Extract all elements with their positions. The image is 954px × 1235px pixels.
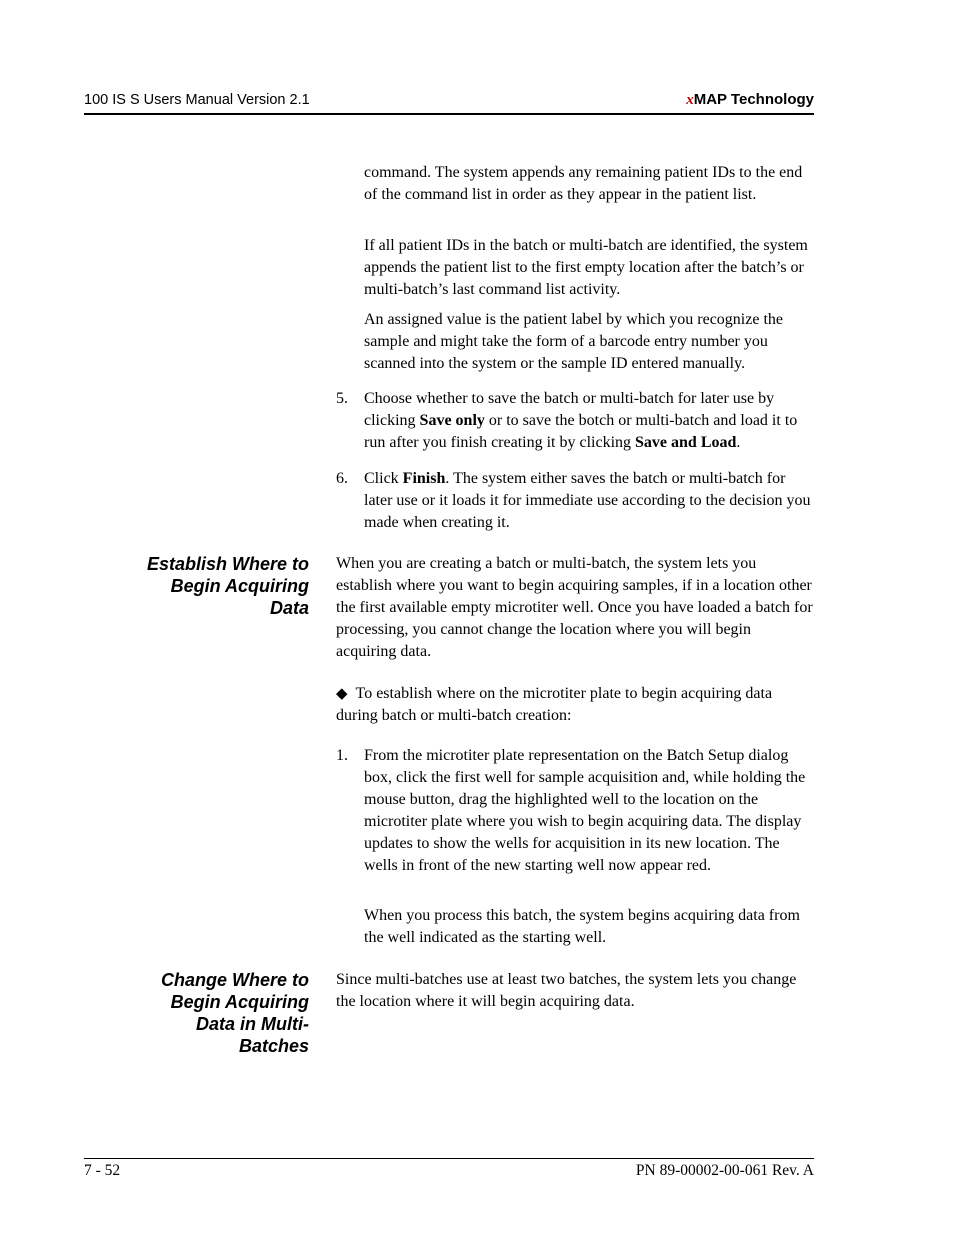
heading-line: Data in Multi- (196, 1014, 309, 1034)
heading-line: Data (269, 598, 309, 618)
part-number: PN 89-00002-00-061 Rev. A (635, 1162, 814, 1179)
step-6-number: 6. (336, 470, 348, 487)
procedure-intro (336, 683, 814, 727)
heading-line: Batches (238, 1036, 309, 1056)
procedure-text: To establish where on the microtiter plate to begin acquiring data during batch or multi-batch creation: (336, 685, 773, 724)
section-heading-change (109, 969, 309, 1057)
brand-rest: MAP Technology (693, 91, 814, 108)
step-6-text-a: Click (364, 470, 403, 487)
step-5-text-b: or to save the botch or multi-batch and load it to run after you finish creating it by clicking (364, 412, 798, 451)
save-and-load-label: Save and Load (635, 434, 737, 451)
heading-line: Establish Where to (146, 554, 309, 574)
footer-rule (84, 1158, 814, 1159)
step-5-text-a: Choose whether to save the batch or multi-batch for later use by clicking (364, 390, 775, 429)
section-2-body: Since multi-batches use at least two batches, the system lets you change the location where it will begin acquiring data. (336, 971, 797, 1010)
running-header-brand (686, 91, 814, 109)
section-1-intro: When you are creating a batch or multi-batch, the system lets you establish where you want to begin acquiring samples, if in a location other the first available empty microtiter well. Once you have loaded a batch for processing, you cannot change the location where you will begin acquiring data. (336, 555, 813, 660)
brand-x: x (686, 92, 694, 108)
step-1-text: From the microtiter plate representation on the Batch Setup dialog box, click the first well for sample acquisition and, while holding the mouse button, drag the highlighted well to the location on the microtiter plate where you wish to begin acquiring data. The display updates to show the wells for acquisition in its new location. The wells in front of the new starting well now appear red. (364, 747, 806, 874)
heading-line: Begin Acquiring (170, 576, 309, 596)
heading-line: Change Where to (160, 970, 309, 990)
finish-label: Finish (402, 470, 446, 487)
step-6-text-b: . The system either saves the batch or multi-batch for later use or it loads it for immediate use according to the decision you made when creating it. (364, 470, 811, 531)
step-1-number: 1. (336, 747, 348, 764)
step-6-text (364, 468, 814, 534)
paragraph-all-ids: If all patient IDs in the batch or multi-batch are identified, the system appends the patient list to the first empty location after the batch’s or multi-batch’s last command list activity. (364, 237, 808, 298)
step-5-text (364, 388, 814, 454)
paragraph-assigned-value: An assigned value is the patient label by which you recognize the sample and might take the form of a barcode entry number you scanned into the system or the sample ID entered manually. (364, 311, 783, 372)
running-header-title: 100 IS S Users Manual Version 2.1 (84, 92, 310, 108)
save-only-label: Save only (419, 412, 485, 429)
page-number: 7 - 52 (84, 1162, 121, 1179)
diamond-bullet-icon: ◆ (336, 686, 348, 702)
header-rule (84, 113, 814, 115)
step-5-text-c: . (736, 434, 741, 451)
step-5-number: 5. (336, 390, 348, 407)
section-heading-establish (109, 553, 309, 619)
heading-line: Begin Acquiring (170, 992, 309, 1012)
continued-paragraph: command. The system appends any remaining patient IDs to the end of the command list in order as they appear in the patient list. (364, 164, 803, 203)
step-1-note: When you process this batch, the system begins acquiring data from the well indicated as the starting well. (364, 907, 800, 946)
